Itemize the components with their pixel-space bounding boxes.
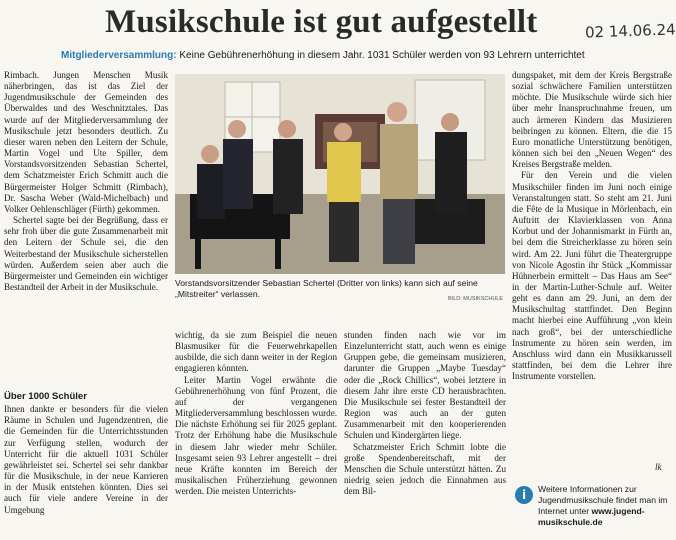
headline: Musikschule ist gut aufgestellt — [105, 4, 538, 40]
paragraph: stunden finden nach wie vor im Einzelunterricht statt, auch wenn es einige Gruppen gebe, die gemeinsam musizieren, darunter die Gruppen „Maybe Tuesday“ oder die „Rock Chillics“, wobei letztere in diesem Jahr ihre erste CD herausbrachten. Die Musikschule sei fester Bestandteil der Region was auch an der guten Zusammenarbeit mit den kooperierenden Schulen und Kindergärten liege. — [344, 330, 506, 441]
column-3 — [344, 330, 506, 497]
paragraph: wichtig, da sie zum Beispiel die neuen Blasmusiker für die Feuerwehrkapellen ausbilde, die sich dann weiter in der Region engagieren könnten. — [175, 330, 337, 374]
column-2 — [175, 330, 337, 497]
paragraph: Schatzmeister Erich Schmitt lobte die große Spendenbereitschaft, mit der Menschen die Schule unterstützt hätten. Zu niedrig seien jedoch die Einnahmen aus dem Bil- — [344, 441, 506, 497]
date-stamp: 02 14.06.24 — [584, 20, 676, 42]
paragraph: Ihnen dankte er besonders für die vielen Räume in Schulen und Jugendzentren, die die Gemeinden für die Unterrichtsstunden zur Verfügung stellen, wodurch der Unterricht für die aktuell 1031 Schüler gewährleistet sei. Schertel sei sehr dankbar für die Musikschule, in der neue Karrieren in der Musik entstehen könnten. Dies sei auch für viele andere Vereine in der Umgebung — [4, 404, 168, 515]
column-1-continued — [4, 385, 168, 516]
paragraph: Leiter Martin Vogel erwähnte die Gebührenerhöhung von fünf Prozent, die auf der vergangenen Mitgliederversammlung beschlossen wurde. Die nächste Erhöhung sei für 2025 geplant. Trotz der Erhöhung habe die Musikschule in diesem Jahr wieder mehr Schüler. Insgesamt seien 93 Lehrer angestellt – drei neue Kräfte konnten im Bereich der musikalischen Früherziehung gewonnen werden. Die meisten Unterrichts- — [175, 374, 337, 497]
info-description: Weitere Informationen zur Jugendmusikschule findet man im Internet unter — [538, 484, 668, 516]
subline-text: Keine Gebührenerhöhung in diesem Jahr. 1031 Schüler werden von 93 Lehrern unterrichtet — [176, 50, 585, 61]
info-text — [538, 484, 672, 528]
paragraph: Für den Verein und die vielen Musikschüler finden im Juni noch einige Veranstaltungen statt. So steht am 21. Juni die Fête de la Musique in Mörlenbach, ein Auftritt der Klavierklassen von Anna Korbut und der Johannismarkt in Fürth an, bei dem die Streicherklasse zu hören sein wird. Am 22. Juni führt die Theatergruppe von Nicole Agostin ihr Stück „Kommissar Hühnerbein ermittelt – Das Haus am See“ in der Martin-Luther-Schule auf. Weiter geht es dann am 29. Juni, an dem der Musikschultag stattfindet. Den Beginn macht hierbei eine Aufführung „von klein nach groß“, bei der unterschiedliche Instrumente zu hören sein werden, im Anschluss wird dann ein Musikkarussell stattfinden, bei dem die Lehrer ihre Instrumente vorstellen. — [512, 170, 672, 382]
photo-illustration — [175, 74, 505, 274]
info-url[interactable]: www.jugend-musikschule.de — [538, 506, 645, 527]
group-photo — [175, 74, 505, 274]
info-box — [512, 482, 672, 534]
photo-credit: BILD: MUSIKSCHULE — [448, 296, 504, 302]
paragraph: Rimbach. Jungen Menschen Musik näherbringen, das ist das Ziel der Jugendmusikschule der Gemeinden des Überwaldes und des Weschnitztales. Das wurde auf der Mitgliederversammlung der Musikschule jetzt besonders deutlich. Zu dieser waren neben den Leitern der Schule, Martin Vogel und Ute Spiller, dem Vorstandsvorsitzenden Sebastian Schertel, dem Schatzmeister Erich Schmitt auch die Bürgermeister Holger Schmitt (Rimbach), Dr. Sascha Weber (Wald-Michelbach) und Volker Oehlenschläger (Fürth) gekommen. — [4, 70, 168, 214]
column-4 — [512, 70, 672, 382]
column-1 — [4, 70, 168, 293]
info-icon: i — [515, 486, 533, 504]
subheading: Über 1000 Schüler — [4, 391, 87, 402]
subline-kicker: Mitgliederversammlung: — [61, 50, 177, 61]
paragraph: Schertel sagte bei der Begrüßung, dass er sehr froh über die gute Zusammenarbeit mit den Leitern der Schule sei, die den Weiterbestand der Musikschule sicherstellen würden. Außerdem seien aber auch die Bürgermeister und Gemeinden ein wichtiger Bestandteil der Arbeit in der Musikschule. — [4, 215, 168, 292]
paragraph: dungspaket, mit dem der Kreis Bergstraße sozial schwächere Familien unterstützen möchte. Die Musikschule würde sich hier über mehr Inanspruchnahme freuen, um auch ärmeren Kindern das Musizieren beibringen zu können. Eltern, die die 15 Euro monatliche Unterstützung benötigen, können sich bei den „Neuen Wegen“ des Kreises Bergstraße melden. — [512, 70, 672, 170]
author-signature: lk — [655, 462, 662, 472]
photo-caption: Vorstandsvorsitzender Sebastian Schertel (Dritter von links) kann sich auf seine „Mitstreiter“ verlassen. — [175, 278, 478, 299]
subline — [61, 50, 585, 61]
